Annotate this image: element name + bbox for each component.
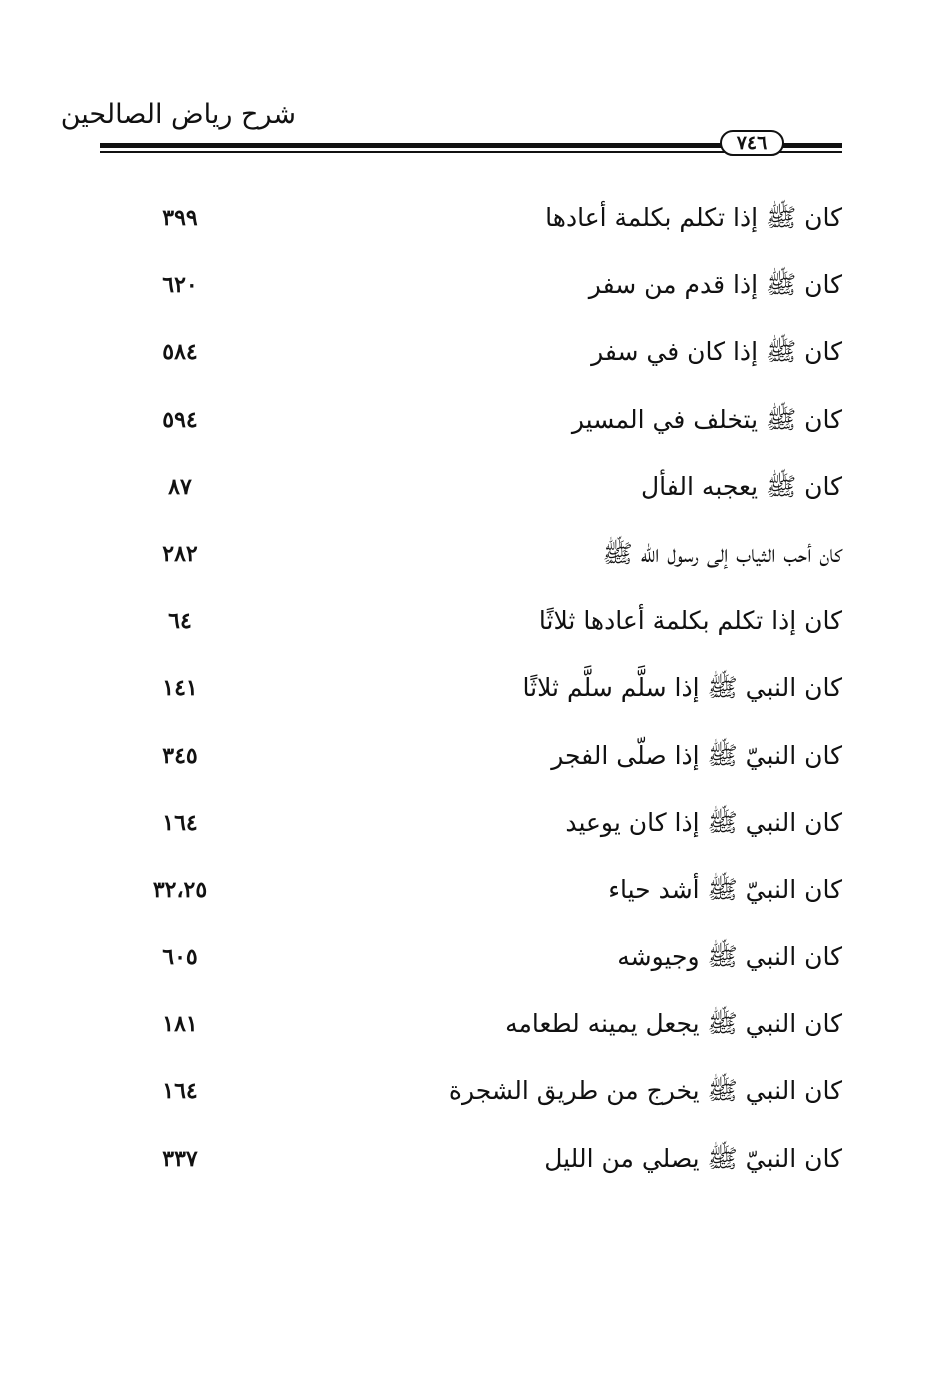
entry-text: كان ﷺ إذا تكلم بكلمة أعادها [545,203,842,232]
entry-text: كان النبي ﷺ إذا كان يوعيد [565,807,842,837]
index-entry [0,1137,947,1204]
entry-text: كان النبيّ ﷺ أشد حياء [608,874,842,904]
entry-text: كان النبي ﷺ وجيوشه [617,942,842,972]
entry-page-number: ٣٩٩ [162,205,198,231]
index-entry [0,935,947,1002]
running-header-title: شرح رياض الصالحين [60,99,296,130]
entry-page-number: ١٨١ [162,1011,198,1038]
entry-page-number: ٨٧ [168,473,192,500]
entry-text: كان النبي ﷺ يجعل يمينه لطعامه [505,1009,842,1039]
entry-page-number: ٣٤٥ [162,742,198,769]
index-entry [0,1069,947,1136]
index-entry [0,196,947,263]
entry-text: كان ﷺ إذا كان في سفر [591,337,842,367]
entry-text: كان النبيّ ﷺ يصلي من الليل [544,1143,842,1173]
entry-text: كان ﷺ يتخلف في المسير [571,404,842,434]
entry-page-number: ١٤١ [162,675,198,702]
index-list [0,196,947,1204]
entry-text: كان أحب الثياب إلى رسول الله ﷺ [602,538,842,568]
entry-page-number: ٥٩٤ [162,406,198,433]
entry-page-number: ٣٢،٢٥ [152,876,208,903]
index-entry [0,330,947,397]
entry-text: كان النبي ﷺ إذا سلَّم سلَّم ثلاثًا [522,673,842,703]
index-entry [0,666,947,733]
entry-page-number: ٥٨٤ [162,339,198,366]
index-entry [0,1002,947,1069]
entry-text: كان ﷺ يعجبه الفأل [640,471,842,501]
entry-page-number: ١٦٤ [162,809,198,836]
entry-text: كان ﷺ إذا قدم من سفر [588,270,842,300]
entry-page-number: ٦٤ [168,608,192,635]
entry-page-number: ٦٠٥ [162,944,198,971]
entry-text: كان النبيّ ﷺ إذا صلّى الفجر [551,740,842,770]
entry-page-number: ٣٣٧ [162,1145,198,1172]
entry-page-number: ٢٨٢ [162,540,198,567]
index-entry [0,734,947,801]
entry-page-number: ٦٢٠ [162,272,198,299]
index-entry [0,465,947,532]
index-entry [0,398,947,465]
index-entry [0,599,947,666]
index-entry [0,801,947,868]
entry-text: كان إذا تكلم بكلمة أعادها ثلاثًا [538,606,842,636]
index-entry [0,263,947,330]
page-number-badge: ٧٤٦ [720,130,784,156]
index-entry [0,532,947,599]
index-entry [0,868,947,935]
entry-text: كان النبي ﷺ يخرج من طريق الشجرة [448,1076,842,1106]
entry-page-number: ١٦٤ [162,1078,198,1105]
